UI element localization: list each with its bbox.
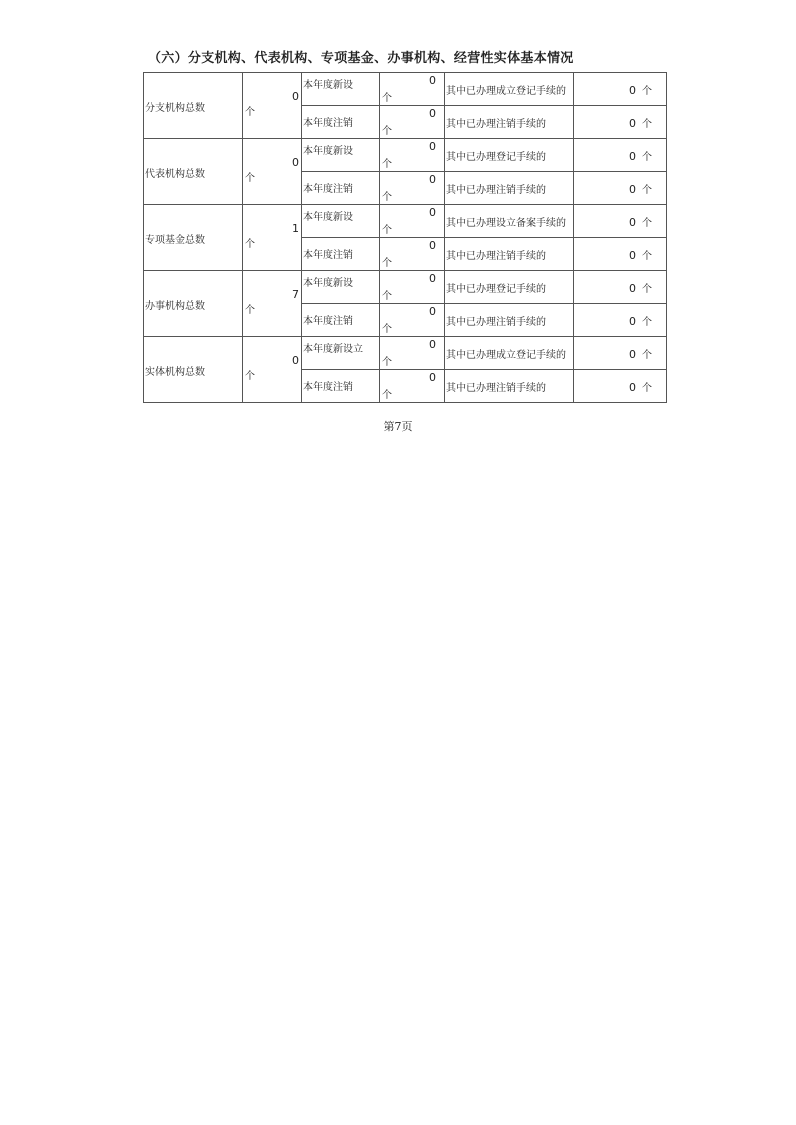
institutions-table <box>143 72 667 403</box>
category-name: 实体机构总数 <box>145 367 205 378</box>
category-total: 0 <box>292 354 299 367</box>
sub-value: 0 <box>429 140 436 153</box>
category-name-cell <box>144 337 243 403</box>
desc-cell <box>445 172 574 205</box>
desc-label: 其中已办理注销手续的 <box>446 317 546 328</box>
category-name: 代表机构总数 <box>145 169 205 180</box>
count-cell <box>574 337 667 370</box>
sub-label: 本年度注销 <box>303 250 353 261</box>
desc-cell <box>445 139 574 172</box>
count-value-wrap <box>629 346 652 361</box>
category-total: 1 <box>292 222 299 235</box>
category-total-cell <box>243 271 302 337</box>
sub-label: 本年度注销 <box>303 184 353 195</box>
count-cell <box>574 172 667 205</box>
category-name-cell <box>144 271 243 337</box>
desc-label: 其中已办理成立登记手续的 <box>446 86 566 97</box>
desc-label: 其中已办理注销手续的 <box>446 185 546 196</box>
sub-value: 0 <box>429 371 436 384</box>
sub-label-cell <box>302 205 380 238</box>
desc-label: 其中已办理注销手续的 <box>446 383 546 394</box>
category-total-unit: 个 <box>245 173 255 184</box>
desc-cell <box>445 337 574 370</box>
count-cell <box>574 304 667 337</box>
sub-value: 0 <box>429 74 436 87</box>
sub-label-cell <box>302 106 380 139</box>
sub-label: 本年度新设立 <box>303 344 363 355</box>
count-value-wrap <box>629 247 652 262</box>
sub-label-cell <box>302 172 380 205</box>
count-cell <box>574 238 667 271</box>
sub-value-cell <box>380 139 445 172</box>
category-total-unit: 个 <box>245 371 255 382</box>
desc-cell <box>445 304 574 337</box>
count-cell <box>574 370 667 403</box>
table-row <box>144 139 667 172</box>
sub-value-cell <box>380 106 445 139</box>
sub-value-cell <box>380 370 445 403</box>
count-value-wrap <box>629 181 652 196</box>
page-number: 第7页 <box>383 420 413 433</box>
desc-cell <box>445 370 574 403</box>
category-total-cell <box>243 205 302 271</box>
sub-label: 本年度新设 <box>303 212 353 223</box>
sub-value-cell <box>380 304 445 337</box>
category-total: 7 <box>292 288 299 301</box>
sub-value-unit: 个 <box>382 159 392 170</box>
count-value: 0 <box>629 150 636 163</box>
sub-value-unit: 个 <box>382 93 392 104</box>
desc-label: 其中已办理设立备案手续的 <box>446 218 566 229</box>
category-total-unit: 个 <box>245 107 255 118</box>
category-total: 0 <box>292 90 299 103</box>
sub-label-cell <box>302 238 380 271</box>
count-value-wrap <box>629 82 652 97</box>
count-value: 0 <box>629 282 636 295</box>
sub-value-unit: 个 <box>382 225 392 236</box>
sub-value-unit: 个 <box>382 126 392 137</box>
category-total-unit: 个 <box>245 239 255 250</box>
count-value: 0 <box>629 381 636 394</box>
count-unit: 个 <box>642 152 652 163</box>
section-title: （六）分支机构、代表机构、专项基金、办事机构、经营性实体基本情况 <box>148 51 574 66</box>
desc-label: 其中已办理注销手续的 <box>446 119 546 130</box>
sub-value: 0 <box>429 206 436 219</box>
sub-label: 本年度新设 <box>303 278 353 289</box>
sub-value: 0 <box>429 107 436 120</box>
desc-cell <box>445 271 574 304</box>
desc-cell <box>445 73 574 106</box>
category-total-cell <box>243 337 302 403</box>
count-unit: 个 <box>642 317 652 328</box>
count-cell <box>574 73 667 106</box>
sub-value: 0 <box>429 272 436 285</box>
sub-value-unit: 个 <box>382 258 392 269</box>
sub-value-cell <box>380 73 445 106</box>
count-cell <box>574 139 667 172</box>
desc-cell <box>445 106 574 139</box>
category-total-cell <box>243 73 302 139</box>
sub-value-cell <box>380 337 445 370</box>
category-name-cell <box>144 73 243 139</box>
count-value-wrap <box>629 379 652 394</box>
sub-value-unit: 个 <box>382 192 392 203</box>
sub-label-cell <box>302 337 380 370</box>
sub-value: 0 <box>429 338 436 351</box>
count-cell <box>574 271 667 304</box>
category-name-cell <box>144 205 243 271</box>
sub-value-unit: 个 <box>382 324 392 335</box>
sub-value-unit: 个 <box>382 390 392 401</box>
table-row <box>144 271 667 304</box>
desc-cell <box>445 238 574 271</box>
count-value: 0 <box>629 249 636 262</box>
count-value-wrap <box>629 280 652 295</box>
table-row <box>144 205 667 238</box>
sub-value-cell <box>380 271 445 304</box>
table-row <box>144 337 667 370</box>
count-unit: 个 <box>642 119 652 130</box>
sub-label-cell <box>302 271 380 304</box>
category-total-cell <box>243 139 302 205</box>
sub-label: 本年度注销 <box>303 316 353 327</box>
count-unit: 个 <box>642 383 652 394</box>
desc-label: 其中已办理成立登记手续的 <box>446 350 566 361</box>
count-unit: 个 <box>642 86 652 97</box>
sub-value-unit: 个 <box>382 357 392 368</box>
count-value-wrap <box>629 214 652 229</box>
category-total-unit: 个 <box>245 305 255 316</box>
count-value: 0 <box>629 216 636 229</box>
sub-value-cell <box>380 172 445 205</box>
count-value: 0 <box>629 84 636 97</box>
table-row <box>144 73 667 106</box>
sub-label: 本年度注销 <box>303 382 353 393</box>
count-value-wrap <box>629 313 652 328</box>
count-unit: 个 <box>642 218 652 229</box>
count-unit: 个 <box>642 251 652 262</box>
sub-value-unit: 个 <box>382 291 392 302</box>
category-name: 分支机构总数 <box>145 103 205 114</box>
count-value: 0 <box>629 117 636 130</box>
count-unit: 个 <box>642 284 652 295</box>
desc-label: 其中已办理注销手续的 <box>446 251 546 262</box>
sub-label: 本年度新设 <box>303 80 353 91</box>
count-value-wrap <box>629 115 652 130</box>
desc-cell <box>445 205 574 238</box>
count-unit: 个 <box>642 350 652 361</box>
category-name: 办事机构总数 <box>145 301 205 312</box>
category-name-cell <box>144 139 243 205</box>
count-value: 0 <box>629 183 636 196</box>
sub-value: 0 <box>429 305 436 318</box>
desc-label: 其中已办理登记手续的 <box>446 152 546 163</box>
sub-label: 本年度注销 <box>303 118 353 129</box>
sub-value-cell <box>380 205 445 238</box>
count-unit: 个 <box>642 185 652 196</box>
count-value-wrap <box>629 148 652 163</box>
sub-label-cell <box>302 370 380 403</box>
count-cell <box>574 205 667 238</box>
sub-label-cell <box>302 73 380 106</box>
category-total: 0 <box>292 156 299 169</box>
sub-value: 0 <box>429 173 436 186</box>
sub-label-cell <box>302 139 380 172</box>
sub-label: 本年度新设 <box>303 146 353 157</box>
category-name: 专项基金总数 <box>145 235 205 246</box>
desc-label: 其中已办理登记手续的 <box>446 284 546 295</box>
sub-value: 0 <box>429 239 436 252</box>
sub-value-cell <box>380 238 445 271</box>
count-cell <box>574 106 667 139</box>
count-value: 0 <box>629 348 636 361</box>
count-value: 0 <box>629 315 636 328</box>
sub-label-cell <box>302 304 380 337</box>
